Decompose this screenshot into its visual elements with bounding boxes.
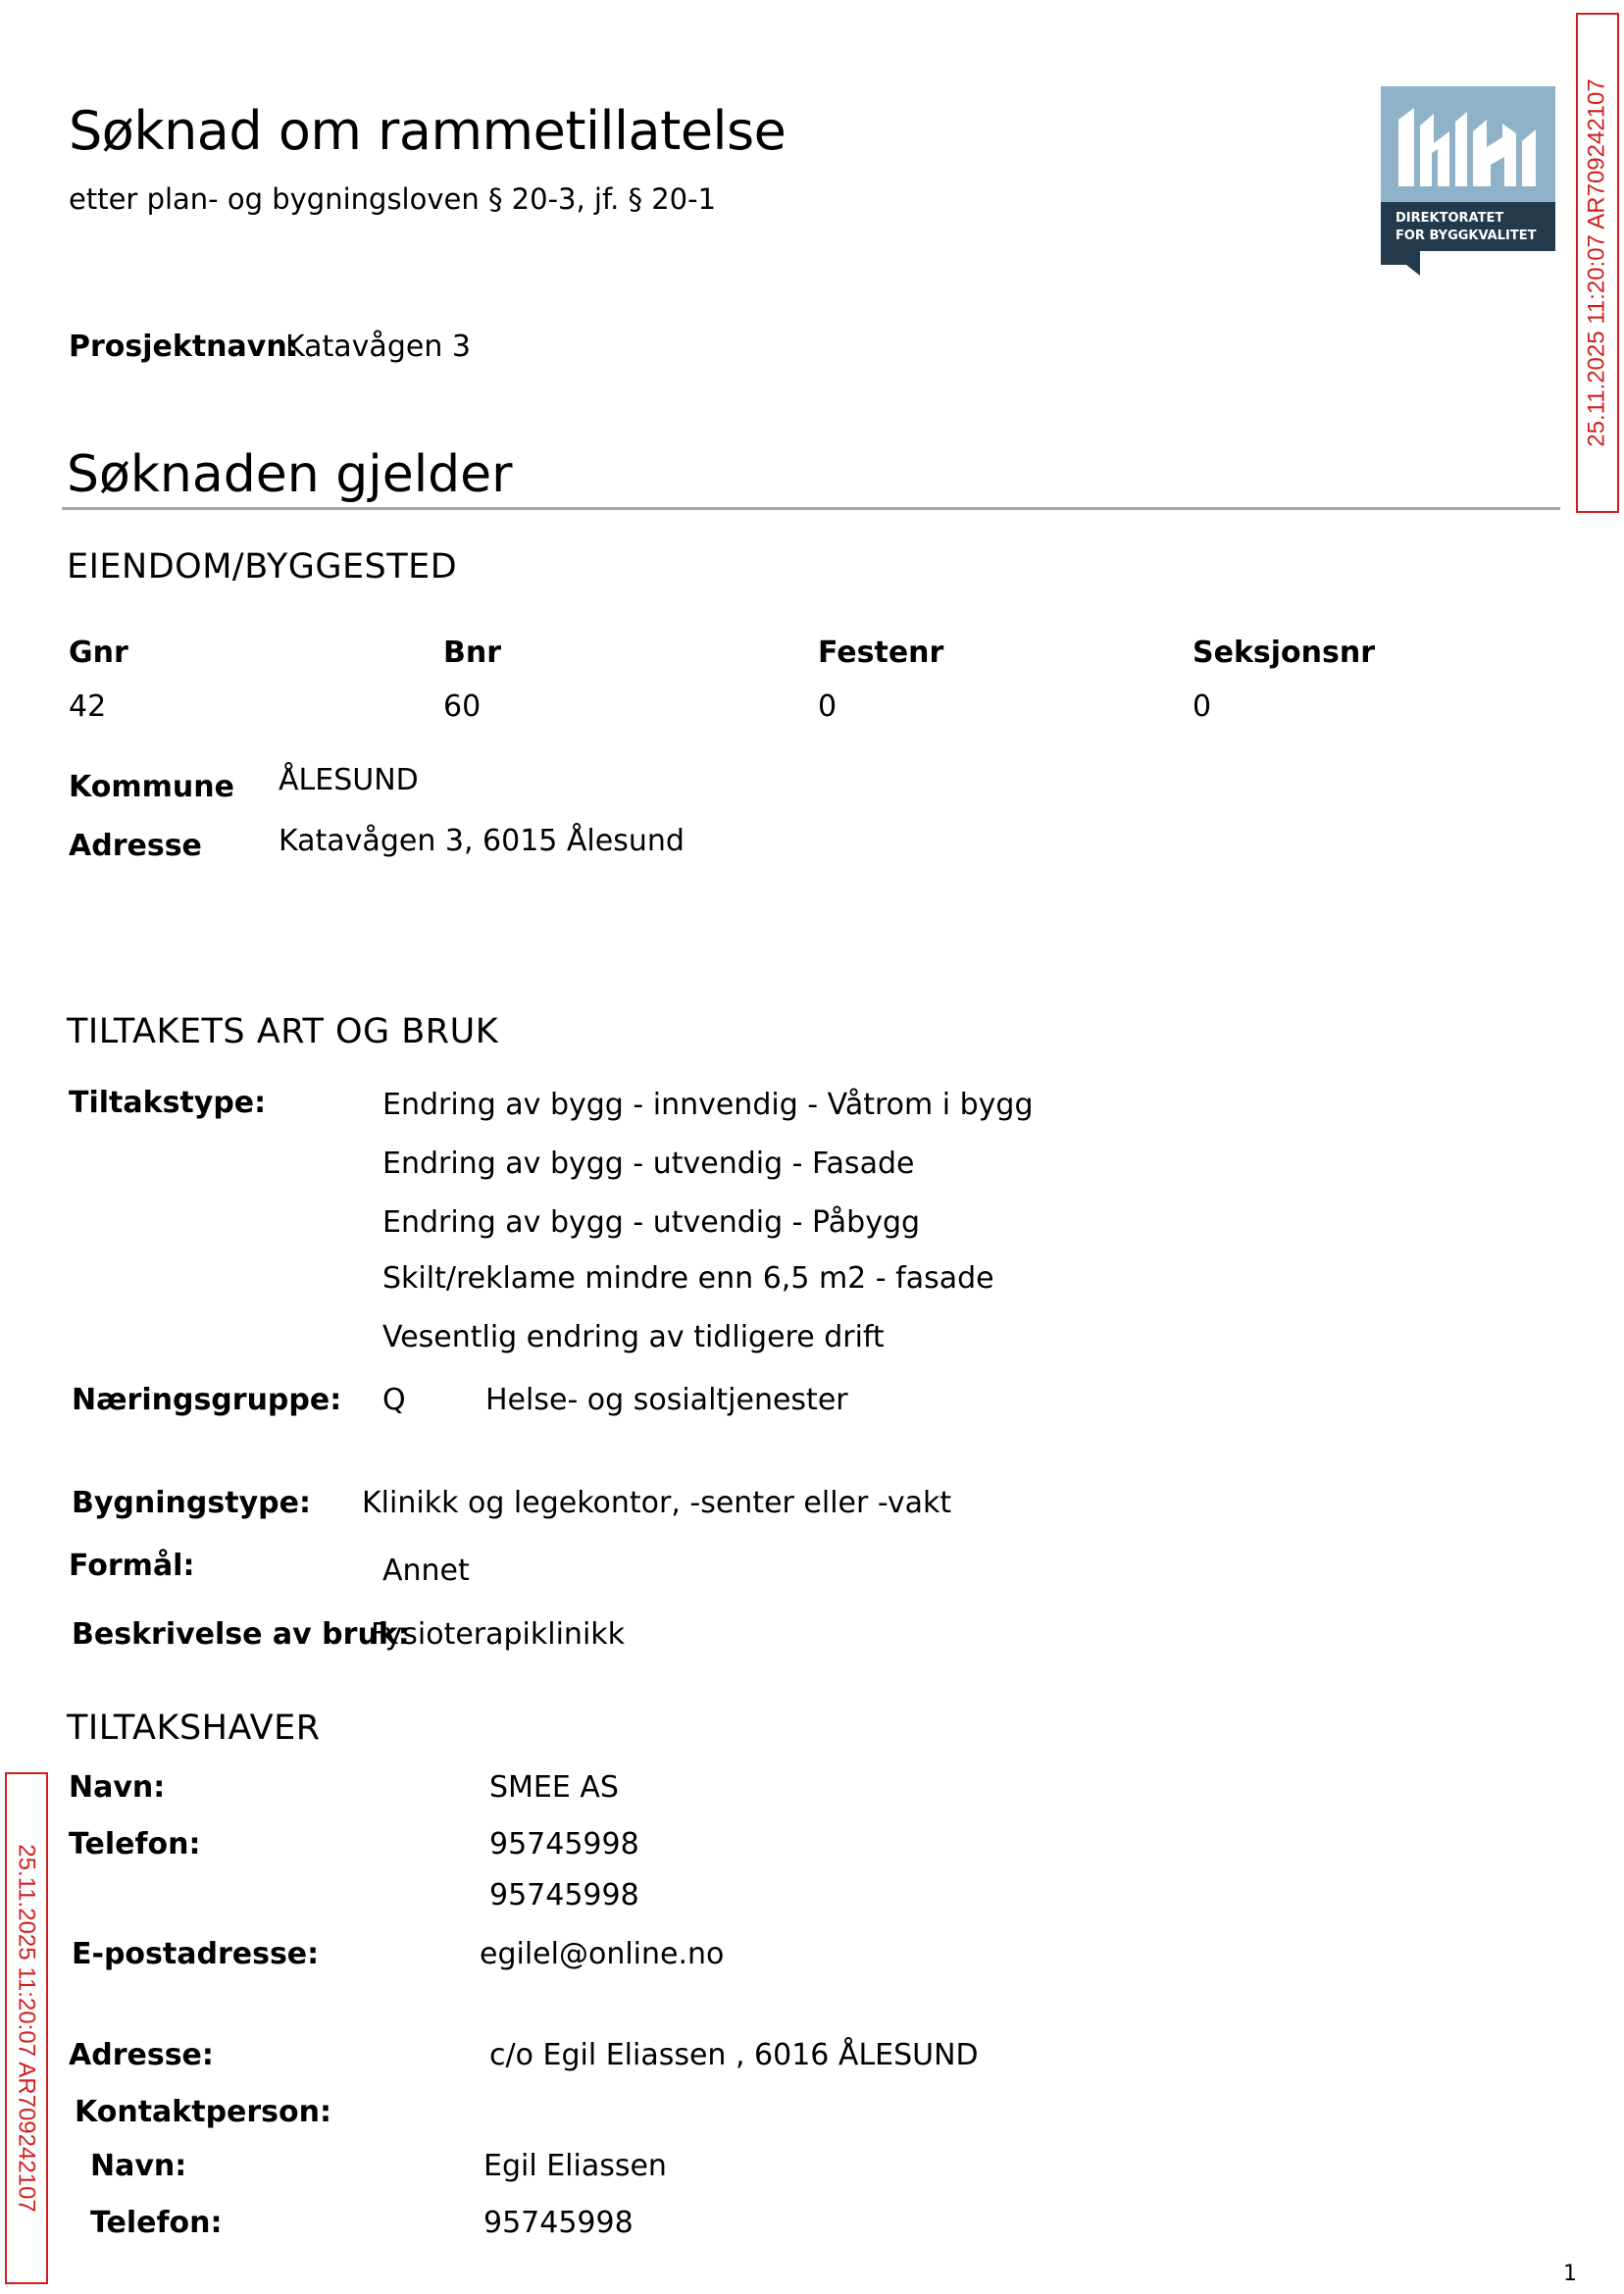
seksjonsnr-label: Seksjonsnr (1193, 636, 1376, 670)
tiltakshaver-telefon-label: Telefon: (69, 1827, 201, 1861)
festenr-value: 0 (818, 689, 837, 724)
tiltakstype-item: Endring av bygg - utvendig - Fasade (382, 1147, 915, 1181)
kontakt-telefon-value: 95745998 (483, 2206, 634, 2240)
section-title: Søknaden gjelder (67, 445, 513, 504)
festenr-label: Festenr (818, 636, 944, 670)
kommune-value: ÅLESUND (279, 763, 419, 797)
tiltakstype-item: Endring av bygg - innvendig - Våtrom i bygg (382, 1088, 1034, 1122)
document-subtitle: etter plan- og bygningsloven § 20-3, jf. § 20-1 (69, 182, 717, 216)
tiltakshaver-heading: TILTAKSHAVER (67, 1708, 321, 1748)
gnr-label: Gnr (69, 636, 128, 670)
dibk-logo (1381, 86, 1555, 276)
section-divider (62, 507, 1560, 510)
tiltakstype-item: Skilt/reklame mindre enn 6,5 m2 - fasade (382, 1261, 994, 1296)
kontaktperson-label: Kontaktperson: (75, 2095, 332, 2129)
tiltak-heading: TILTAKETS ART OG BRUK (67, 1012, 499, 1051)
tiltakstype-item: Endring av bygg - utvendig - Påbygg (382, 1205, 921, 1240)
kontakt-telefon-label: Telefon: (90, 2206, 223, 2240)
document-title: Søknad om rammetillatelse (69, 100, 787, 162)
logo-text-line1: DIREKTORATET (1396, 211, 1504, 226)
property-heading: EIENDOM/BYGGESTED (67, 547, 458, 586)
tiltakshaver-navn-value: SMEE AS (489, 1770, 619, 1805)
kommune-label: Kommune (69, 770, 234, 804)
page-number: 1 (1563, 2262, 1577, 2286)
bnr-value: 60 (443, 689, 482, 724)
tiltakstype-label: Tiltakstype: (69, 1086, 267, 1120)
bygningstype-label: Bygningstype: (72, 1486, 311, 1520)
seksjonsnr-value: 0 (1193, 689, 1212, 724)
gnr-value: 42 (69, 689, 107, 724)
naeringsgruppe-label: Næringsgruppe: (72, 1383, 342, 1417)
tiltakshaver-telefon-value: 95745998 (489, 1827, 639, 1861)
adresse-value: Katavågen 3, 6015 Ålesund (279, 824, 685, 858)
formal-label: Formål: (69, 1549, 195, 1583)
naeringsgruppe-code: Q (382, 1383, 406, 1417)
timestamp-stamp-right: 25.11.2025 11:20:07 AR709242107 (1576, 13, 1619, 513)
tiltakshaver-telefon-value: 95745998 (489, 1878, 639, 1912)
tiltakshaver-navn-label: Navn: (69, 1770, 166, 1805)
tiltakshaver-epost-value: egilel@online.no (480, 1937, 725, 1971)
tiltakshaver-adresse-label: Adresse: (69, 2038, 214, 2072)
naeringsgruppe-text: Helse- og sosialtjenester (485, 1383, 848, 1417)
adresse-label: Adresse (69, 829, 202, 863)
tiltakstype-item: Vesentlig endring av tidligere drift (382, 1320, 885, 1354)
logo-text-line2: FOR BYGGKVALITET (1396, 229, 1537, 243)
project-label: Prosjektnavn: (69, 330, 299, 364)
bruk-label: Beskrivelse av bruk: (72, 1617, 410, 1652)
bruk-value: Fysioterapiklinikk (371, 1617, 626, 1652)
kontakt-navn-label: Navn: (90, 2149, 187, 2183)
timestamp-stamp-left: 25.11.2025 11:20:07 AR709242107 (5, 1772, 48, 2284)
formal-value: Annet (382, 1554, 470, 1588)
bygningstype-value: Klinikk og legekontor, -senter eller -vakt (362, 1486, 952, 1520)
project-name: Katavågen 3 (285, 330, 471, 364)
kontakt-navn-value: Egil Eliassen (483, 2149, 667, 2183)
bnr-label: Bnr (443, 636, 502, 670)
tiltakshaver-adresse-value: c/o Egil Eliassen , 6016 ÅLESUND (489, 2038, 979, 2072)
tiltakshaver-epost-label: E-postadresse: (72, 1937, 320, 1971)
